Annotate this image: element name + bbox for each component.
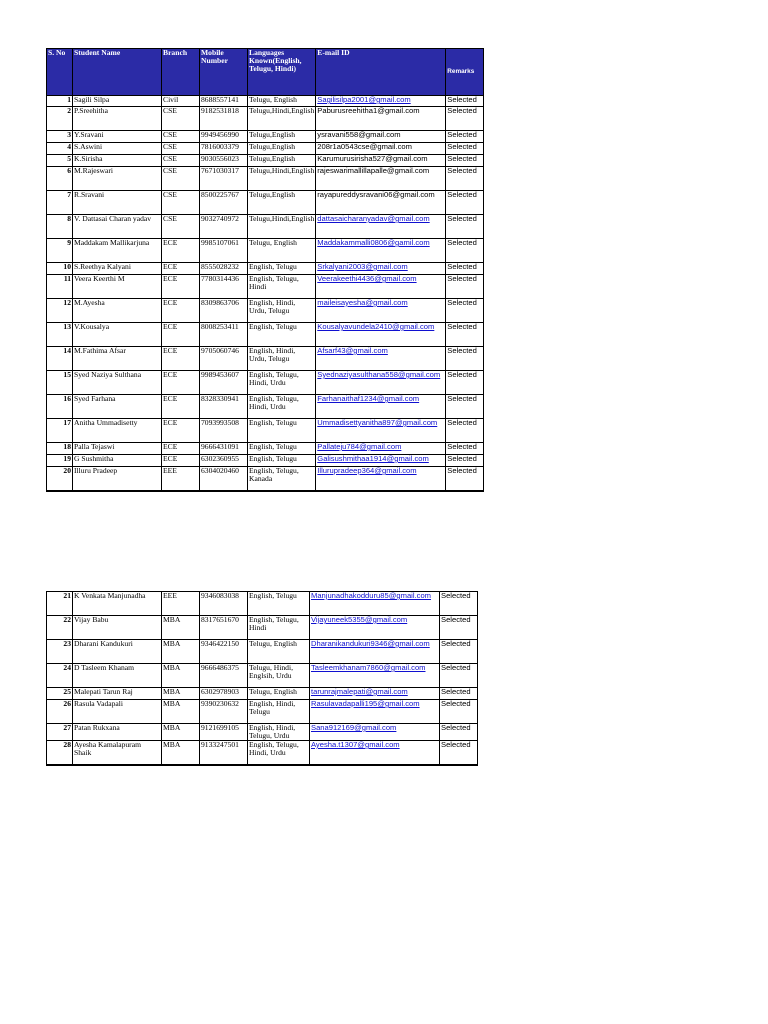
email-link[interactable]: Kousalyavundela2410@gmail.com [316,323,446,347]
cell-mobile-number: 9985107061 [200,239,248,263]
cell-remarks: Selected [440,741,478,765]
cell-mobile-number: 8317651670 [200,616,248,640]
cell-remarks: Selected [440,664,478,688]
header-branch: Branch [162,49,200,96]
cell-student-name: S.Aswini [73,143,162,155]
cell-student-name: D Tasleem Khanam [73,664,162,688]
cell-languages: Telugu,Hindi,English [248,167,316,191]
student-table-page-2 [46,591,478,766]
cell-mobile-number: 9666486375 [200,664,248,688]
header-remarks: Remarks [446,49,484,96]
email-link[interactable]: Ayesha.t1307@gmail.com [310,741,440,765]
cell-email: Paburusreehitha1@gmail.com [316,107,446,131]
header-sno: S. No [47,49,73,96]
cell-branch: ECE [162,323,200,347]
table-row [47,419,484,443]
email-link[interactable]: Afsarf43@gmail.com [316,347,446,371]
table-row [47,263,484,275]
cell-email: Karumurusirisha527@gmail.com [316,155,446,167]
cell-sno: 11 [47,275,73,299]
cell-student-name: Y.Sravani [73,131,162,143]
header-email-id: E-mail ID [316,49,446,96]
email-link[interactable]: Maddakammalli0806@gamil.com [316,239,446,263]
cell-languages: English, Telugu [248,263,316,275]
table-row [47,215,484,239]
cell-sno: 15 [47,371,73,395]
cell-sno: 8 [47,215,73,239]
cell-mobile-number: 9989453607 [200,371,248,395]
cell-branch: CSE [162,107,200,131]
cell-remarks: Selected [446,323,484,347]
email-link[interactable]: Syednaziyasulthana558@gmail.com [316,371,446,395]
cell-mobile-number: 9390230632 [200,700,248,724]
cell-languages: Telugu, Hindi, Englsih, Urdu [248,664,310,688]
cell-languages: Telugu, English [248,96,316,107]
cell-mobile-number: 7816003379 [200,143,248,155]
cell-sno: 7 [47,191,73,215]
cell-sno: 13 [47,323,73,347]
cell-remarks: Selected [446,191,484,215]
cell-sno: 12 [47,299,73,323]
cell-sno: 28 [47,741,73,765]
table-row [47,664,478,688]
table-row [47,167,484,191]
cell-sno: 4 [47,143,73,155]
cell-sno: 18 [47,443,73,455]
cell-mobile-number: 9666431091 [200,443,248,455]
cell-remarks: Selected [440,640,478,664]
table-row [47,347,484,371]
cell-remarks: Selected [446,347,484,371]
cell-branch: CSE [162,131,200,143]
cell-branch: MBA [162,616,200,640]
cell-languages: English, Telugu, Kanada [248,467,316,491]
table-row [47,700,478,724]
cell-sno: 27 [47,724,73,741]
cell-languages: English, Telugu, Hindi, Urdu [248,741,310,765]
cell-languages: Telugu,Hindi,English [248,107,316,131]
cell-student-name: R.Sravani [73,191,162,215]
cell-mobile-number: 9133247501 [200,741,248,765]
cell-student-name: K.Sirisha [73,155,162,167]
cell-sno: 1 [47,96,73,107]
cell-mobile-number: 7671030317 [200,167,248,191]
cell-email: rayapureddysravani06@gmail.com [316,191,446,215]
cell-remarks: Selected [440,592,478,616]
cell-remarks: Selected [446,263,484,275]
cell-email: rajeswarimallillapalle@gmail.com [316,167,446,191]
email-link[interactable]: Ummadisettyanitha897@gmail.com [316,419,446,443]
cell-branch: MBA [162,741,200,765]
cell-mobile-number: 9346422150 [200,640,248,664]
email-link[interactable]: maileisayesha@gmail.com [316,299,446,323]
cell-sno: 6 [47,167,73,191]
cell-remarks: Selected [446,143,484,155]
email-link[interactable]: Vijayuneek5355@gmail.com [310,616,440,640]
table-header-row [47,49,484,96]
cell-sno: 24 [47,664,73,688]
email-link[interactable]: Galisushmithaa1914@gmail.com [316,455,446,467]
cell-sno: 19 [47,455,73,467]
cell-languages: English, Telugu [248,419,316,443]
cell-languages: Telugu, English [248,688,310,700]
cell-sno: 23 [47,640,73,664]
cell-languages: Telugu,English [248,191,316,215]
cell-branch: MBA [162,700,200,724]
email-link[interactable]: Farhanaithaf1234@gmail.com [316,395,446,419]
table-row [47,640,478,664]
email-link[interactable]: Manjunadhakodduru85@gmail.com [310,592,440,616]
cell-student-name: Illuru Pradeep [73,467,162,491]
cell-remarks: Selected [446,419,484,443]
cell-languages: Telugu,English [248,155,316,167]
cell-languages: English, Telugu, Hindi [248,616,310,640]
cell-student-name: K Venkata Manjunadha [73,592,162,616]
cell-student-name: Dharani Kandukuri [73,640,162,664]
cell-sno: 5 [47,155,73,167]
cell-student-name: P.Sreehitha [73,107,162,131]
email-link[interactable]: Rasulavadapalli195@gmail.com [310,700,440,724]
email-link[interactable]: Sagilisilpa2001@gmail.com [316,96,446,107]
email-link[interactable]: Srkalyani2003@gmail.com [316,263,446,275]
cell-branch: EEE [162,592,200,616]
cell-mobile-number: 9705060746 [200,347,248,371]
cell-branch: CSE [162,155,200,167]
email-link[interactable]: Sana912169@gmail.com [310,724,440,741]
cell-student-name: G Sushmitha [73,455,162,467]
cell-student-name: M.Fathima Afsar [73,347,162,371]
cell-sno: 25 [47,688,73,700]
cell-languages: English, Hindi, Telugu [248,700,310,724]
cell-student-name: V.Kousalya [73,323,162,347]
table-row [47,592,478,616]
cell-sno: 2 [47,107,73,131]
cell-branch: CSE [162,215,200,239]
cell-languages: English, Telugu [248,592,310,616]
email-link[interactable]: dattasaicharanyadav@gmail.com [316,215,446,239]
cell-mobile-number: 9030556023 [200,155,248,167]
table-row [47,395,484,419]
cell-branch: EEE [162,467,200,491]
cell-sno: 10 [47,263,73,275]
cell-mobile-number: 8555028232 [200,263,248,275]
table-row [47,107,484,131]
cell-branch: MBA [162,664,200,688]
table-row [47,131,484,143]
cell-languages: English, Hindi, Urdu, Telugu [248,299,316,323]
cell-remarks: Selected [446,299,484,323]
cell-branch: ECE [162,263,200,275]
table-row [47,467,484,491]
cell-branch: CSE [162,143,200,155]
cell-remarks: Selected [446,96,484,107]
cell-remarks: Selected [446,371,484,395]
cell-sno: 21 [47,592,73,616]
cell-remarks: Selected [446,443,484,455]
table-row [47,96,484,107]
cell-student-name: Patan Rukxana [73,724,162,741]
header-languages-known: Languages Known(English, Telugu, Hindi) [248,49,316,96]
cell-remarks: Selected [440,616,478,640]
table-row [47,443,484,455]
cell-remarks: Selected [446,455,484,467]
email-link[interactable]: Dharanikandukuri9346@gmail.com [310,640,440,664]
cell-student-name: Syed Farhana [73,395,162,419]
cell-languages: Telugu, English [248,239,316,263]
cell-student-name: Palla Tejaswi [73,443,162,455]
cell-email: ysravani558@gmail.com [316,131,446,143]
cell-branch: ECE [162,443,200,455]
cell-remarks: Selected [446,275,484,299]
cell-languages: Telugu,English [248,143,316,155]
cell-mobile-number: 7093993508 [200,419,248,443]
cell-branch: ECE [162,419,200,443]
cell-remarks: Selected [446,215,484,239]
cell-branch: ECE [162,239,200,263]
cell-remarks: Selected [440,724,478,741]
table-row [47,143,484,155]
cell-mobile-number: 7780314436 [200,275,248,299]
cell-branch: ECE [162,347,200,371]
cell-languages: English, Hindi, Telugu, Urdu [248,724,310,741]
cell-remarks: Selected [446,467,484,491]
cell-branch: MBA [162,640,200,664]
cell-sno: 14 [47,347,73,371]
cell-mobile-number: 8008253411 [200,323,248,347]
table-row [47,724,478,741]
cell-mobile-number: 9182531818 [200,107,248,131]
student-table-page-1 [46,48,484,492]
cell-sno: 9 [47,239,73,263]
cell-languages: English, Telugu, Hindi, Urdu [248,371,316,395]
email-link[interactable]: Illurupradeep364@gmail.com [316,467,446,491]
table-row [47,688,478,700]
cell-email: 208r1a0543cse@gmail.com [316,143,446,155]
cell-student-name: S.Reethya Kalyani [73,263,162,275]
cell-languages: English, Telugu [248,443,316,455]
cell-mobile-number: 6304020460 [200,467,248,491]
header-mobile-number: Mobile Number [200,49,248,96]
cell-remarks: Selected [440,700,478,724]
cell-languages: English, Telugu, Hindi, Urdu [248,395,316,419]
cell-languages: English, Telugu [248,323,316,347]
cell-mobile-number: 8688557141 [200,96,248,107]
cell-remarks: Selected [446,131,484,143]
cell-remarks: Selected [446,155,484,167]
cell-student-name: Anitha Ummadisetty [73,419,162,443]
cell-branch: ECE [162,299,200,323]
table-row [47,741,478,765]
table-row [47,239,484,263]
cell-student-name: M.Ayesha [73,299,162,323]
cell-student-name: Veera Keerthi M [73,275,162,299]
cell-branch: MBA [162,688,200,700]
cell-student-name: V. Dattasai Charan yadav [73,215,162,239]
cell-mobile-number: 8328330941 [200,395,248,419]
cell-languages: English, Hindi, Urdu, Telugu [248,347,316,371]
cell-sno: 20 [47,467,73,491]
cell-remarks: Selected [446,395,484,419]
cell-mobile-number: 8309863706 [200,299,248,323]
cell-mobile-number: 6302978903 [200,688,248,700]
table-row [47,191,484,215]
cell-languages: Telugu,Hindi,English [248,215,316,239]
table-row [47,275,484,299]
cell-mobile-number: 9121699105 [200,724,248,741]
cell-remarks: Selected [446,167,484,191]
cell-student-name: Malepati Tarun Raj [73,688,162,700]
cell-languages: Telugu,English [248,131,316,143]
cell-branch: CSE [162,167,200,191]
cell-sno: 17 [47,419,73,443]
cell-languages: English, Telugu, Hindi [248,275,316,299]
cell-student-name: Syed Naziya Sulthana [73,371,162,395]
cell-branch: CSE [162,191,200,215]
cell-remarks: Selected [446,239,484,263]
cell-student-name: M.Rajeswari [73,167,162,191]
email-link[interactable]: Tasleemkhanam7860@gmail.com [310,664,440,688]
cell-remarks: Selected [446,107,484,131]
cell-sno: 22 [47,616,73,640]
cell-student-name: Maddakam Mallikarjuna [73,239,162,263]
cell-languages: Telugu, English [248,640,310,664]
cell-branch: MBA [162,724,200,741]
header-student-name: Student Name [73,49,162,96]
cell-student-name: Ayesha Kamalapuram Shaik [73,741,162,765]
cell-mobile-number: 8500225767 [200,191,248,215]
cell-branch: ECE [162,455,200,467]
table-row [47,455,484,467]
table-row [47,323,484,347]
cell-mobile-number: 6302360955 [200,455,248,467]
cell-branch: Civil [162,96,200,107]
cell-student-name: Rasula Vadapali [73,700,162,724]
email-link[interactable]: Veerakeethi4436@gmail.com [316,275,446,299]
table-row [47,299,484,323]
cell-student-name: Sagili Silpa [73,96,162,107]
email-link[interactable]: tarunrajmalepati@gmail.com [310,688,440,700]
cell-sno: 3 [47,131,73,143]
email-link[interactable]: Pallateju784@gmail.com [316,443,446,455]
cell-branch: ECE [162,275,200,299]
table-row [47,371,484,395]
cell-branch: ECE [162,371,200,395]
cell-sno: 26 [47,700,73,724]
cell-languages: English, Telugu [248,455,316,467]
cell-student-name: Vijay Babu [73,616,162,640]
table-row [47,616,478,640]
cell-mobile-number: 9032740972 [200,215,248,239]
cell-sno: 16 [47,395,73,419]
cell-mobile-number: 9949456990 [200,131,248,143]
cell-branch: ECE [162,395,200,419]
table-row [47,155,484,167]
cell-mobile-number: 9346083038 [200,592,248,616]
cell-remarks: Selected [440,688,478,700]
